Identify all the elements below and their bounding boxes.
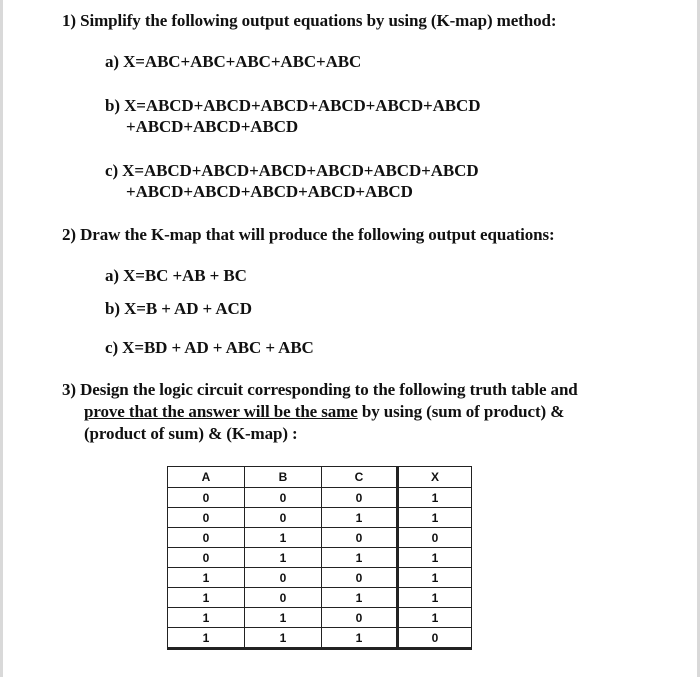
q3-heading-line3: (product of sum) & (K-map) : xyxy=(84,424,298,443)
cell-b: 1 xyxy=(245,548,322,568)
q1b-equation-line1: b) X=ABCD+ABCD+ABCD+ABCD+ABCD+ABCD xyxy=(105,96,481,115)
cell-a: 0 xyxy=(168,508,245,528)
cell-b: 0 xyxy=(245,508,322,528)
cell-b: 1 xyxy=(245,528,322,548)
table-row xyxy=(168,508,472,528)
q2b-equation: b) X=B + AD + ACD xyxy=(105,299,252,318)
cell-b: 0 xyxy=(245,568,322,588)
q1c-equation-line1: c) X=ABCD+ABCD+ABCD+ABCD+ABCD+ABCD xyxy=(105,161,479,180)
cell-c: 0 xyxy=(322,608,398,628)
cell-x: 1 xyxy=(398,608,472,628)
cell-x: 1 xyxy=(398,548,472,568)
cell-c: 0 xyxy=(322,528,398,548)
cell-b: 0 xyxy=(245,588,322,608)
cell-a: 0 xyxy=(168,488,245,508)
q1-heading: 1) Simplify the following output equations by using (K-map) method: xyxy=(62,11,557,30)
q3-heading-line2: prove that the answer will be the same by using (sum of product) & xyxy=(84,402,565,421)
cell-b: 1 xyxy=(245,628,322,649)
left-page-edge xyxy=(0,0,3,677)
cell-c: 0 xyxy=(322,488,398,508)
cell-c: 1 xyxy=(322,588,398,608)
q1b-equation-line2: +ABCD+ABCD+ABCD xyxy=(126,117,299,136)
header-cell-a: A xyxy=(168,467,245,488)
cell-a: 1 xyxy=(168,628,245,649)
q1c-equation-line2: +ABCD+ABCD+ABCD+ABCD+ABCD xyxy=(126,182,413,201)
truth-table xyxy=(167,466,472,650)
cell-x: 0 xyxy=(398,528,472,548)
q1c-expression-1: ABCD+ABCD+ABCD+ABCD+ABCD+ABCD xyxy=(143,161,479,180)
q1a-expression: ABC+ABC+ABC+ABC+ABC xyxy=(144,52,362,71)
table-row xyxy=(168,568,472,588)
cell-a: 1 xyxy=(168,568,245,588)
table-row xyxy=(168,588,472,608)
cell-a: 0 xyxy=(168,528,245,548)
q2c-equation: c) X=BD + AD + ABC + ABC xyxy=(105,338,314,357)
header-cell-b: B xyxy=(245,467,322,488)
q2a-equation: a) X=BC +AB + BC xyxy=(105,266,247,285)
cell-x: 1 xyxy=(398,508,472,528)
table-row xyxy=(168,608,472,628)
cell-c: 1 xyxy=(322,628,398,649)
table-row xyxy=(168,548,472,568)
q2b-expression: B + AD + ACD xyxy=(145,299,252,318)
q1b-expression-1: ABCD+ABCD+ABCD+ABCD+ABCD+ABCD xyxy=(145,96,481,115)
cell-c: 1 xyxy=(322,548,398,568)
q2-heading: 2) Draw the K-map that will produce the following output equations: xyxy=(62,225,555,244)
cell-x: 0 xyxy=(398,628,472,649)
q1a-equation: a) X=ABC+ABC+ABC+ABC+ABC xyxy=(105,52,362,71)
q2c-expression: BD + AD + ABC + ABC xyxy=(143,338,314,357)
cell-b: 0 xyxy=(245,488,322,508)
table-row xyxy=(168,628,472,649)
cell-a: 0 xyxy=(168,548,245,568)
cell-x: 1 xyxy=(398,568,472,588)
cell-c: 1 xyxy=(322,508,398,528)
cell-x: 1 xyxy=(398,488,472,508)
cell-c: 0 xyxy=(322,568,398,588)
cell-x: 1 xyxy=(398,588,472,608)
header-cell-x: X xyxy=(398,467,472,488)
q3-underlined-phrase: prove that the answer will be the same xyxy=(84,402,358,421)
cell-b: 1 xyxy=(245,608,322,628)
truth-table-header-row xyxy=(168,467,472,488)
cell-a: 1 xyxy=(168,588,245,608)
header-cell-c: C xyxy=(322,467,398,488)
q2a-expression: BC +AB + BC xyxy=(144,266,247,285)
table-row xyxy=(168,488,472,508)
cell-a: 1 xyxy=(168,608,245,628)
q3-heading-line1: 3) Design the logic circuit corresponding to the following truth table and xyxy=(62,380,578,399)
table-row xyxy=(168,528,472,548)
